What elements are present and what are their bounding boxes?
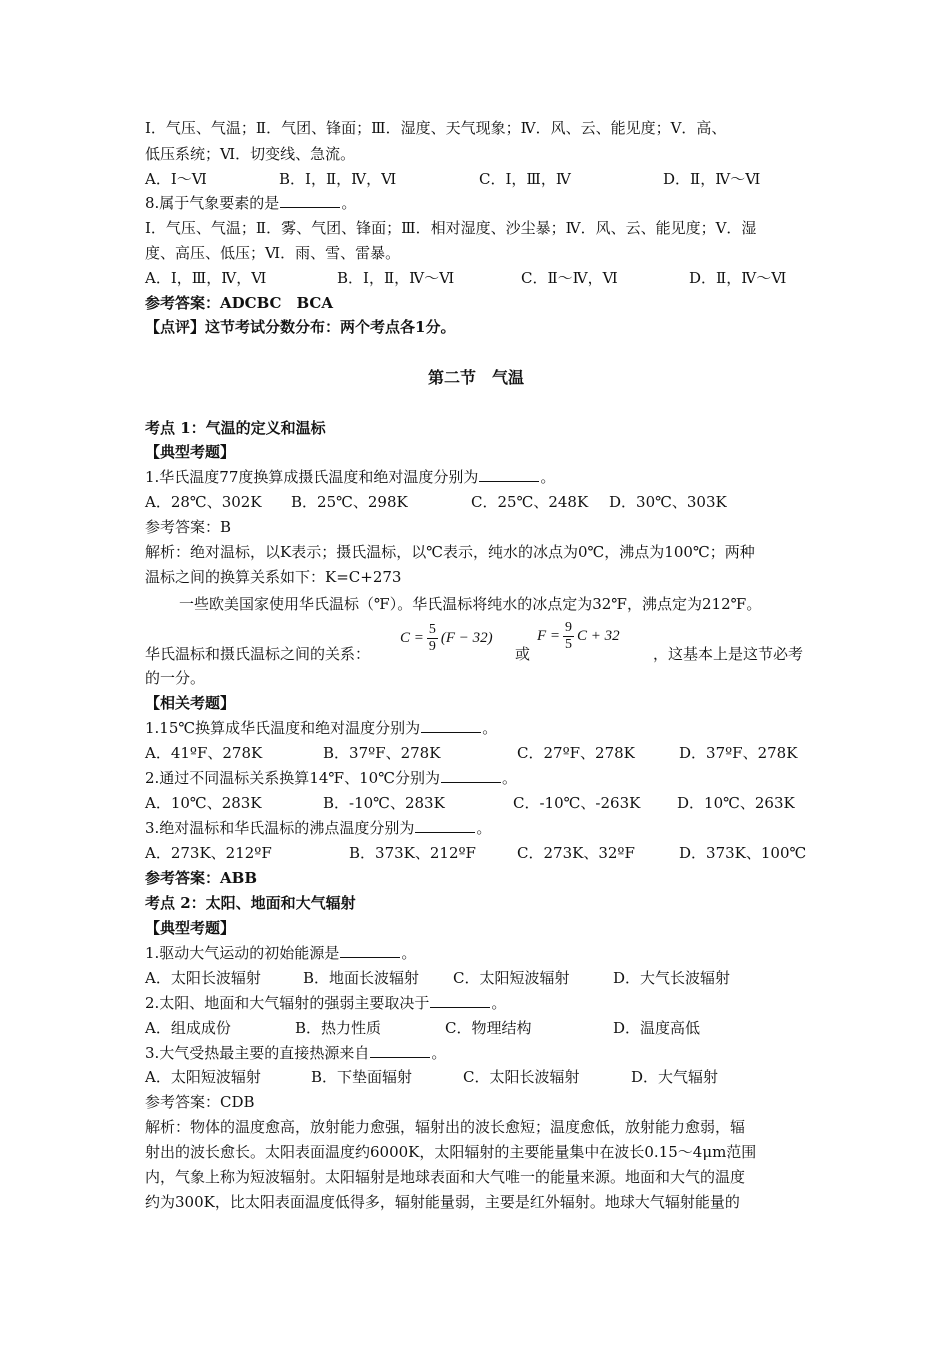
answer-blank: [415, 818, 475, 833]
kp1-explanation-5: 的一分。: [145, 669, 206, 687]
related-question-3: [145, 817, 815, 839]
choice-d: D．温度高低: [613, 1019, 701, 1037]
kp1-explanation-1: 解析：绝对温标，以K表示；摄氏温标，以℃表示，纯水的冰点为0℃，沸点为100℃；两种: [145, 543, 755, 561]
kp1-answer: 参考答案：B: [145, 518, 232, 536]
r1-choices: [145, 742, 815, 764]
kp2-q1-choices: [145, 967, 815, 989]
punct: 。: [476, 819, 492, 837]
choice-c: C．Ⅰ，Ⅲ，Ⅳ: [479, 170, 571, 188]
choice-c: C．-10℃、-263K: [513, 794, 641, 812]
kp2-question-1: [145, 942, 815, 964]
punct: 。: [540, 468, 556, 486]
question-8: [145, 192, 815, 214]
kp1-q1-choices: [145, 491, 815, 513]
punct: 。: [491, 994, 507, 1012]
kp2-q2-choices: [145, 1017, 815, 1039]
choice-b: B．Ⅰ，Ⅱ，Ⅳ～Ⅵ: [337, 269, 455, 287]
fraction: [427, 622, 438, 655]
kp2-question-2: [145, 992, 815, 1014]
choice-a: A．10℃、283K: [145, 794, 262, 812]
numerator: 9: [565, 620, 573, 635]
formula-celsius: [400, 622, 493, 655]
question-text: 1.华氏温度77度换算成摄氏温度和绝对温度分别为: [145, 468, 479, 486]
q8-options-line-1: Ⅰ．气压、气温；Ⅱ．雾、气团、锋面；Ⅲ．相对湿度、沙尘暴；Ⅳ．风、云、能见度；Ⅴ．湿: [145, 219, 757, 237]
q7-options-line-2: 低压系统；Ⅵ．切变线、急流。: [145, 145, 356, 163]
choice-a: A．Ⅰ～Ⅵ: [145, 170, 207, 188]
related-question-1: [145, 717, 815, 739]
kp2-answer: 参考答案：CDB: [145, 1093, 255, 1111]
kp2-explanation-4: 约为300K，比太阳表面温度低得多，辐射能量弱，主要是红外辐射。地球大气辐射能量的: [145, 1193, 740, 1211]
section-title: 第二节 气温: [427, 368, 524, 387]
r2-choices: [145, 792, 815, 814]
choice-b: B．-10℃、283K: [323, 794, 445, 812]
formula-rhs: C + 32: [577, 628, 620, 644]
or-word: 或: [515, 645, 531, 663]
choice-a: A．Ⅰ，Ⅲ，Ⅳ，Ⅵ: [145, 269, 267, 287]
kp2-explanation-2: 射出的波长愈长。太阳表面温度约6000K，太阳辐射的主要能量集中在波长0.15～4μm范围: [145, 1143, 757, 1161]
kp2-question-3: [145, 1042, 815, 1064]
numerator: 5: [428, 622, 436, 637]
kp1-question-1: [145, 466, 815, 488]
question-text: 3.绝对温标和华氏温标的沸点温度分别为: [145, 819, 415, 837]
formula-rhs: (F − 32): [440, 630, 493, 646]
choice-d: D．大气长波辐射: [613, 969, 731, 987]
answer-blank: [370, 1043, 430, 1058]
punct: 。: [482, 719, 498, 737]
choice-d: D．373K、100℃: [679, 844, 807, 862]
choice-d: D．30℃、303K: [609, 493, 727, 511]
choice-d: D．37ºF、278K: [679, 744, 798, 762]
reference-answer: 参考答案：ADCBC BCA: [145, 294, 334, 312]
answer-blank: [479, 467, 539, 482]
punct: 。: [401, 944, 417, 962]
choice-a: A．太阳短波辐射: [145, 1068, 261, 1086]
choice-b: B．Ⅰ，Ⅱ，Ⅳ，Ⅵ: [279, 170, 397, 188]
answer-blank: [340, 943, 400, 958]
denominator: 5: [565, 637, 573, 652]
choice-b: B．下垫面辐射: [311, 1068, 413, 1086]
answer-blank: [430, 993, 490, 1008]
punct: 。: [431, 1044, 447, 1062]
formula-lhs: C =: [400, 630, 424, 646]
question-text: 1.15℃换算成华氏温度和绝对温度分别为: [145, 719, 421, 737]
q7-answer-choices: [145, 168, 815, 190]
formula-fahrenheit: [537, 620, 620, 653]
choice-a: A．273K、212ºF: [145, 844, 272, 862]
r3-choices: [145, 842, 815, 864]
choice-d: D．Ⅱ，Ⅳ～Ⅵ: [663, 170, 761, 188]
denominator: 9: [428, 639, 436, 654]
kp1-explanation-2: 温标之间的换算关系如下：K=C+273: [145, 568, 402, 586]
punct: 。: [341, 194, 357, 212]
choice-c: C．太阳短波辐射: [453, 969, 570, 987]
q8-options-line-2: 度、高压、低压；Ⅵ．雨、雪、雷暴。: [145, 244, 401, 262]
choice-b: B．37ºF、278K: [323, 744, 441, 762]
choice-c: C．物理结构: [445, 1019, 532, 1037]
answer-blank: [280, 193, 340, 208]
fraction: [563, 620, 574, 653]
choice-b: B．373K、212ºF: [349, 844, 476, 862]
choice-c: C．太阳长波辐射: [463, 1068, 580, 1086]
choice-c: C．25℃、248K: [471, 493, 589, 511]
related-question-2: [145, 767, 815, 789]
punct: 。: [501, 769, 517, 787]
question-text: 1.驱动大气运动的初始能源是: [145, 944, 340, 962]
choice-b: B．地面长波辐射: [303, 969, 420, 987]
choice-b: B．热力性质: [295, 1019, 382, 1037]
answer-blank: [441, 768, 501, 783]
question-text: 3.大气受热最主要的直接热源来自: [145, 1044, 370, 1062]
comment: 【点评】这节考试分数分布：两个考点各1分。: [145, 318, 456, 336]
kp1-title: 考点 1：气温的定义和温标: [145, 419, 326, 437]
question-text: 2.通过不同温标关系换算14℉、10℃分别为: [145, 769, 440, 787]
q7-options-line-1: Ⅰ．气压、气温；Ⅱ．气团、锋面；Ⅲ．湿度、天气现象；Ⅳ．风、云、能见度；Ⅴ．高、: [145, 119, 727, 137]
kp2-explanation-3: 内，气象上称为短波辐射。太阳辐射是地球表面和大气唯一的能量来源。地面和大气的温度: [145, 1168, 746, 1186]
choice-c: C．273K、32ºF: [517, 844, 635, 862]
choice-c: C．Ⅱ～Ⅳ，Ⅵ: [521, 269, 618, 287]
kp1-typical-heading: 【典型考题】: [145, 443, 236, 461]
kp1-relation-tail: ，这基本上是这节必考: [653, 645, 804, 663]
choice-a: A．太阳长波辐射: [145, 969, 261, 987]
kp2-typical-heading: 【典型考题】: [145, 919, 236, 937]
choice-a: A．组成成份: [145, 1019, 231, 1037]
kp2-explanation-1: 解析：物体的温度愈高，放射能力愈强，辐射出的波长愈短；温度愈低，放射能力愈弱，辐: [145, 1118, 746, 1136]
choice-a: A．41ºF、278K: [145, 744, 263, 762]
formula-lhs: F =: [537, 628, 561, 644]
kp1-related-answer: 参考答案：ABB: [145, 869, 257, 887]
choice-d: D．大气辐射: [631, 1068, 719, 1086]
kp1-relation-label: 华氏温标和摄氏温标之间的关系：: [145, 645, 371, 663]
q8-answer-choices: [145, 267, 815, 289]
question-text: 2.太阳、地面和大气辐射的强弱主要取决于: [145, 994, 430, 1012]
choice-d: D．Ⅱ，Ⅳ～Ⅵ: [689, 269, 787, 287]
question-text: 8.属于气象要素的是: [145, 194, 280, 212]
kp1-explanation-3: 一些欧美国家使用华氏温标（℉）。华氏温标将纯水的冰点定为32℉，沸点定为212℉。: [179, 595, 762, 613]
kp1-related-heading: 【相关考题】: [145, 694, 236, 712]
choice-c: C．27ºF、278K: [517, 744, 635, 762]
answer-blank: [421, 718, 481, 733]
choice-d: D．10℃、263K: [677, 794, 795, 812]
choice-a: A．28℃、302K: [145, 493, 262, 511]
choice-b: B．25℃、298K: [291, 493, 408, 511]
kp2-title: 考点 2：太阳、地面和大气辐射: [145, 894, 356, 912]
kp2-q3-choices: [145, 1066, 815, 1088]
